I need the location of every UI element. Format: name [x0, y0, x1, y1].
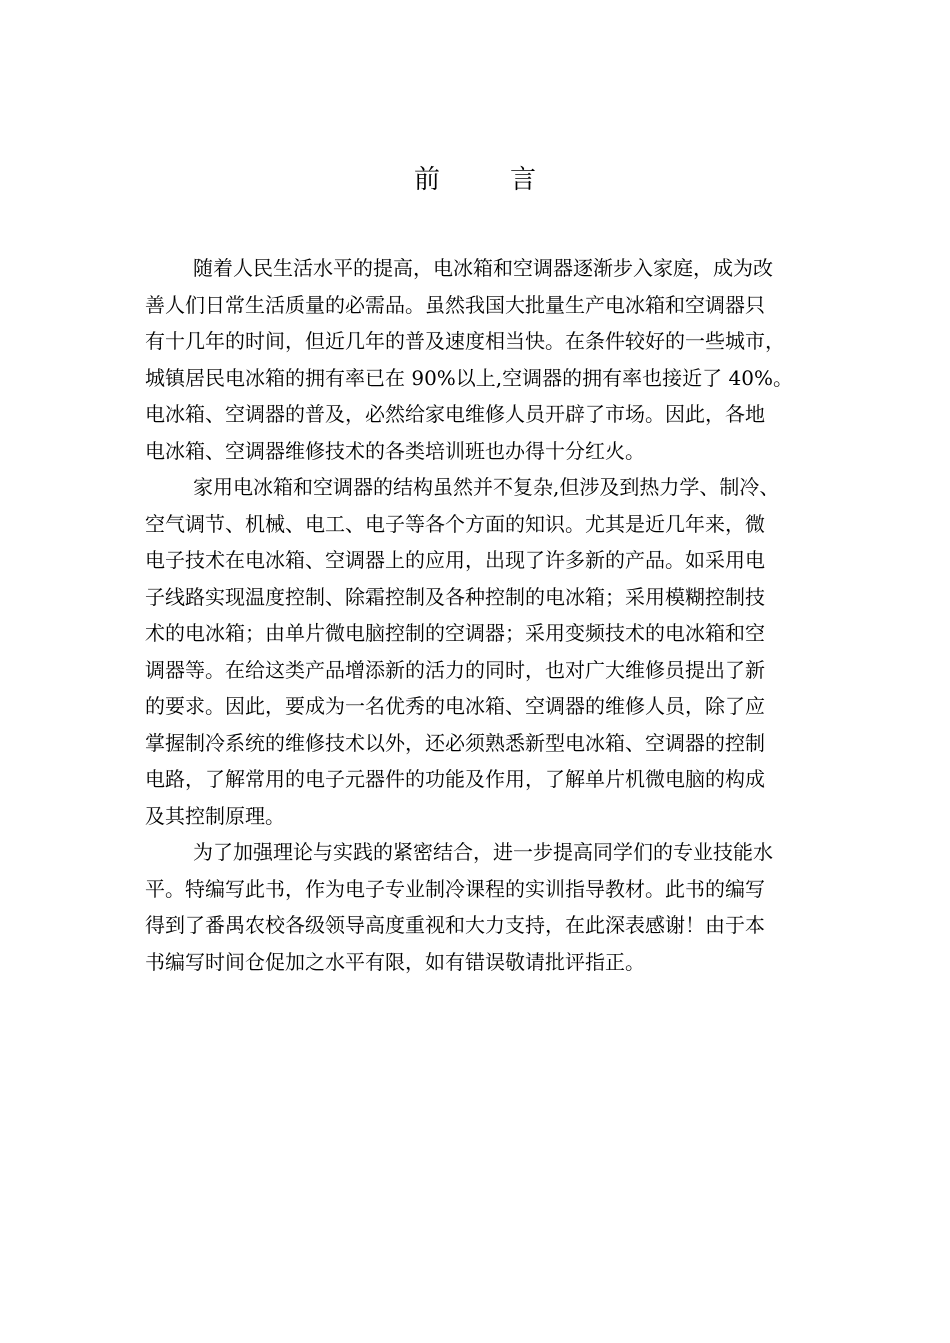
- text-line: 及其控制原理。: [145, 803, 285, 828]
- text-line: 得到了番禺农校各级领导高度重视和大力支持，在此深表感谢！由于本: [145, 913, 765, 937]
- text-line: 电冰箱、空调器的普及，必然给家电维修人员开辟了市场。因此，各地: [145, 402, 765, 426]
- text-line: 平。特编写此书，作为电子专业制冷课程的实训指导教材。此书的编写: [145, 876, 765, 901]
- title-char-right: 言: [510, 165, 537, 195]
- text-line: 家用电冰箱和空调器的结构虽然并不复杂,但涉及到热力学、制冷、: [193, 475, 780, 499]
- text-line: 电冰箱、空调器维修技术的各类培训班也办得十分红火。: [145, 438, 645, 463]
- text-line: 有十几年的时间，但近几年的普及速度相当快。在条件较好的一些城市，: [145, 329, 785, 353]
- text-line: 的要求。因此，要成为一名优秀的电冰箱、空调器的维修人员，除了应: [145, 694, 765, 718]
- title-char-left: 前: [413, 165, 440, 195]
- page-title: [0, 160, 950, 200]
- paragraph-2: [145, 469, 827, 834]
- text-line: 电子技术在电冰箱、空调器上的应用，出现了许多新的产品。如采用电: [145, 548, 765, 572]
- text-line: 书编写时间仓促加之水平有限，如有错误敬请批评指正。: [145, 949, 645, 974]
- text-line: 子线路实现温度控制、除霜控制及各种控制的电冰箱；采用模糊控制技: [145, 584, 765, 609]
- text-line: 掌握制冷系统的维修技术以外，还必须熟悉新型电冰箱、空调器的控制: [145, 730, 765, 755]
- text-line: 善人们日常生活质量的必需品。虽然我国大批量生产电冰箱和空调器只: [145, 292, 765, 317]
- preface-body: [145, 250, 827, 980]
- text-line: 调器等。在给这类产品增添新的活力的同时，也对广大维修员提出了新: [145, 657, 765, 682]
- paragraph-1: [145, 250, 827, 469]
- text-line: 为了加强理论与实践的紧密结合，进一步提高同学们的专业技能水: [193, 840, 773, 864]
- paragraph-3: [145, 834, 827, 980]
- text-line: 随着人民生活水平的提高，电冰箱和空调器逐渐步入家庭，成为改: [193, 256, 773, 280]
- text-line: 电路，了解常用的电子元器件的功能及作用，了解单片机微电脑的构成: [145, 767, 765, 791]
- text-line: 术的电冰箱；由单片微电脑控制的空调器；采用变频技术的电冰箱和空: [145, 621, 765, 645]
- text-line: 城镇居民电冰箱的拥有率已在 90%以上,空调器的拥有率也接近了 40%。: [145, 365, 793, 390]
- text-line: 空气调节、机械、电工、电子等各个方面的知识。尤其是近几年来，微: [145, 511, 765, 536]
